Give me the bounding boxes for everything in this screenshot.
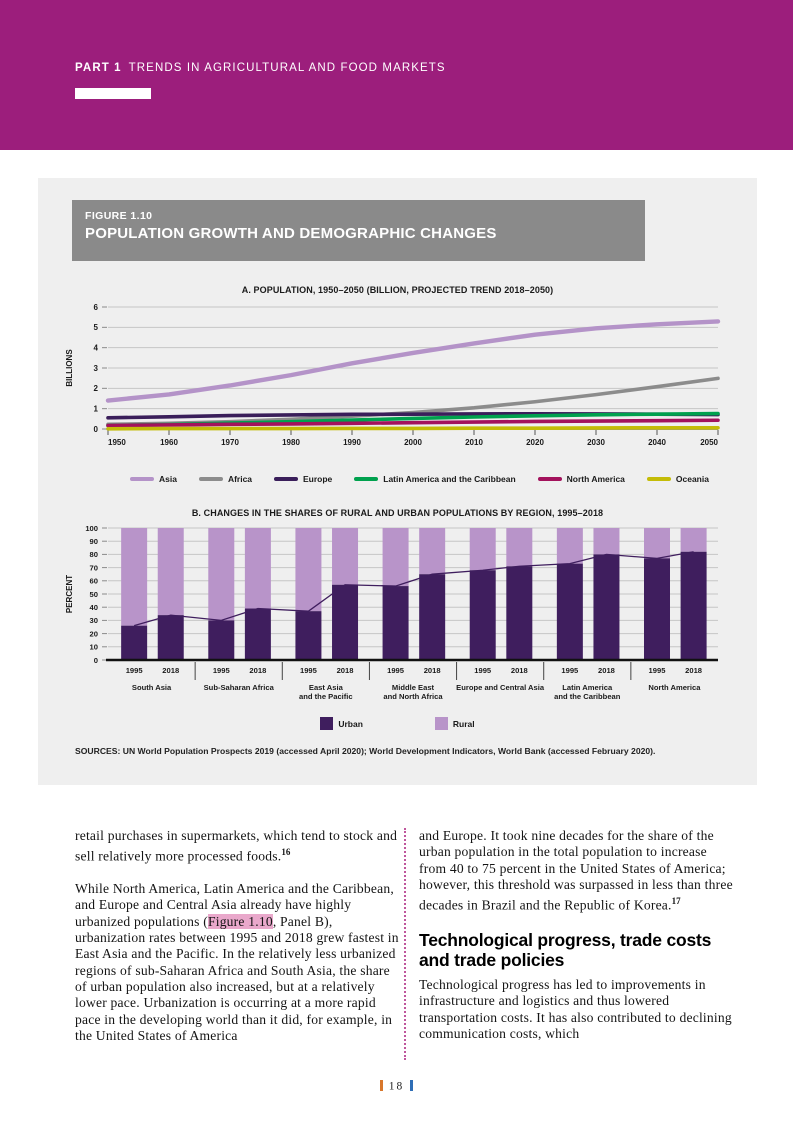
part-label: PART 1 <box>75 62 122 74</box>
svg-text:4: 4 <box>93 343 98 353</box>
svg-text:2030: 2030 <box>586 438 605 447</box>
svg-text:70: 70 <box>89 563 98 573</box>
figure-label: FIGURE 1.10 <box>85 210 153 222</box>
svg-text:2018: 2018 <box>161 666 179 675</box>
urban-bar <box>295 611 321 660</box>
legend-item <box>130 474 177 484</box>
series-oceania <box>108 428 718 429</box>
legend-label: Oceania <box>675 474 709 484</box>
svg-text:30: 30 <box>89 616 98 626</box>
urban-bar <box>382 586 408 660</box>
legend-swatch-line <box>354 477 378 481</box>
rural-bar <box>382 528 408 586</box>
sources-note: SOURCES: UN World Population Prospects 2019 (accessed April 2020); World Development Indicators, World Bank (accessed February 2020). <box>75 746 656 756</box>
rural-bar <box>332 528 358 585</box>
rural-bar <box>644 528 670 558</box>
figure-header-bar <box>72 200 645 261</box>
paragraph <box>419 977 735 1042</box>
svg-text:0: 0 <box>93 424 98 434</box>
page-number: 18 <box>388 1080 405 1093</box>
svg-text:100: 100 <box>84 523 98 533</box>
svg-text:1995: 1995 <box>386 666 404 675</box>
svg-text:10: 10 <box>89 642 98 652</box>
svg-text:2018: 2018 <box>248 666 266 675</box>
urban-bar <box>157 615 183 660</box>
svg-text:PERCENT: PERCENT <box>64 574 74 614</box>
section-heading: Technological progress, trade costs and trade policies <box>419 930 712 971</box>
urban-bar <box>644 558 670 660</box>
population-line-chart <box>62 295 734 470</box>
svg-text:80: 80 <box>89 550 98 560</box>
svg-text:5: 5 <box>93 323 98 333</box>
svg-text:2018: 2018 <box>510 666 528 675</box>
legend-swatch-square <box>320 717 333 730</box>
svg-text:2020: 2020 <box>525 438 544 447</box>
svg-text:BILLIONS: BILLIONS <box>64 349 74 387</box>
top-banner <box>0 0 793 150</box>
rural-bar <box>593 528 619 554</box>
chart-b-title: B. CHANGES IN THE SHARES OF RURAL AND URBAN POPULATIONS BY REGION, 1995–2018 <box>191 508 604 518</box>
chart-b-legend <box>38 717 757 730</box>
svg-text:1950: 1950 <box>107 438 126 447</box>
rural-bar <box>469 528 495 570</box>
svg-text:2018: 2018 <box>684 666 702 675</box>
svg-text:20: 20 <box>89 629 98 639</box>
svg-text:North America: North America <box>647 683 700 692</box>
legend-label: Asia <box>159 474 177 484</box>
svg-text:0: 0 <box>93 655 98 665</box>
legend-swatch-square <box>435 717 448 730</box>
legend-swatch-line <box>538 477 562 481</box>
legend-label: North America <box>566 474 625 484</box>
svg-text:1995: 1995 <box>473 666 491 675</box>
svg-text:2018: 2018 <box>423 666 441 675</box>
legend-item <box>199 474 252 484</box>
svg-text:2000: 2000 <box>403 438 422 447</box>
svg-text:1970: 1970 <box>220 438 239 447</box>
legend-item <box>435 717 475 730</box>
legend-label: Africa <box>227 474 253 484</box>
legend-item <box>320 717 363 730</box>
rural-bar <box>295 528 321 611</box>
urban-bar <box>244 609 270 660</box>
svg-text:1995: 1995 <box>560 666 578 675</box>
line-chart-svg <box>62 295 734 465</box>
column-divider <box>404 828 406 1060</box>
urban-bar <box>680 552 706 660</box>
svg-text:90: 90 <box>89 537 98 546</box>
figure-panel <box>38 178 757 785</box>
svg-text:1: 1 <box>93 404 98 414</box>
paragraph-text: and Europe. It took nine decades for the share of the urban population in the total population to increase from 40 to 75 percent in the United States of America; however, this threshold was surpassed in less than three decades in Brazil and the Republic of Korea. <box>419 828 733 913</box>
legend-item <box>538 474 625 484</box>
rural-bar <box>208 528 234 620</box>
rural-bar <box>506 528 532 566</box>
svg-text:1980: 1980 <box>281 438 300 447</box>
figure-reference-link[interactable]: Figure 1.10 <box>207 913 273 929</box>
rural-bar <box>157 528 183 615</box>
svg-text:Europe and Central Asia: Europe and Central Asia <box>455 683 544 692</box>
legend-swatch-line <box>130 477 154 481</box>
footnote-ref-16[interactable]: 16 <box>281 847 291 858</box>
svg-text:South Asia: South Asia <box>131 683 171 692</box>
svg-text:2040: 2040 <box>647 438 666 447</box>
urban-bar <box>332 585 358 660</box>
svg-text:2010: 2010 <box>464 438 483 447</box>
page-number-bar-left <box>380 1080 383 1091</box>
rural-bar <box>121 528 147 626</box>
svg-text:50: 50 <box>89 589 98 599</box>
svg-text:1995: 1995 <box>212 666 230 675</box>
legend-swatch-line <box>199 477 223 481</box>
svg-text:2018: 2018 <box>336 666 353 675</box>
urban-rural-bar-chart <box>62 518 734 715</box>
paragraph-text: retail purchases in supermarkets, which tend to stock and sell relatively more processed foods. <box>75 828 398 864</box>
urban-bar <box>419 574 445 660</box>
svg-text:1995: 1995 <box>125 666 143 675</box>
right-column <box>419 828 735 1060</box>
page-footer <box>0 1080 793 1093</box>
urban-bar <box>556 564 582 660</box>
svg-text:3: 3 <box>93 363 98 373</box>
rural-bar <box>419 528 445 574</box>
legend-label: Rural <box>452 718 475 729</box>
body-text <box>75 828 735 1060</box>
legend-label: Europe <box>303 474 333 484</box>
svg-text:1990: 1990 <box>342 438 361 447</box>
banner-white-box <box>75 88 151 99</box>
legend-item <box>647 474 709 484</box>
svg-text:East Asia: East Asia <box>308 683 343 692</box>
legend-swatch-line <box>647 477 671 481</box>
legend-label: Latin America and the Caribbean <box>383 474 516 484</box>
svg-text:and the Caribbean: and the Caribbean <box>553 692 620 701</box>
svg-text:1995: 1995 <box>648 666 665 675</box>
svg-text:2: 2 <box>93 384 98 394</box>
svg-text:60: 60 <box>89 576 98 586</box>
urban-bar <box>208 620 234 660</box>
footnote-ref-17[interactable]: 17 <box>671 896 681 907</box>
svg-text:1960: 1960 <box>159 438 178 447</box>
paragraph-text: While North America, Latin America and the Caribbean, and Europe and Central Asia already have highly urbanized populations ( <box>75 881 394 929</box>
svg-text:40: 40 <box>89 603 98 612</box>
legend-item <box>354 474 515 484</box>
urban-bar <box>506 566 532 660</box>
paragraph-text: , Panel B), urbanization rates between 1995 and 2018 grew fastest in East Asia and the Pacific. In the relatively less urbanized regions of sub-Saharan Africa and South Asia, the share of urban population also increased, but at a relatively lower pace. Urbanization is occurring at a more rapid pace in the developing world than it did, for example, in the United States of America <box>75 913 399 1043</box>
chart-a-legend <box>130 474 709 484</box>
paragraph <box>75 881 400 1044</box>
urban-bar <box>121 626 147 660</box>
svg-text:6: 6 <box>93 302 98 312</box>
svg-text:2050: 2050 <box>699 438 718 447</box>
svg-text:Latin America: Latin America <box>561 683 612 692</box>
chart-a-title: A. POPULATION, 1950–2050 (BILLION, PROJECTED TREND 2018–2050) <box>241 285 554 295</box>
paragraph <box>419 828 735 914</box>
svg-text:and the Pacific: and the Pacific <box>298 692 353 701</box>
legend-item <box>274 474 332 484</box>
legend-label: Urban <box>338 718 363 729</box>
svg-text:and North Africa: and North Africa <box>382 692 443 701</box>
rural-bar <box>244 528 270 609</box>
svg-text:2018: 2018 <box>597 666 615 675</box>
legend-swatch-line <box>274 477 298 481</box>
paragraph-text: Technological progress has led to improvements in infrastructure and logistics and thus lowered transportation costs. It has also contributed to declining communication costs, which <box>419 977 732 1041</box>
urban-bar <box>469 570 495 660</box>
svg-text:Sub-Saharan Africa: Sub-Saharan Africa <box>203 683 274 692</box>
urban-bar <box>593 554 619 660</box>
left-column <box>75 828 400 1060</box>
bar-chart-svg <box>62 518 734 710</box>
rural-bar <box>680 528 706 552</box>
part-heading <box>75 62 446 74</box>
svg-text:1995: 1995 <box>299 666 317 675</box>
paragraph <box>75 828 400 865</box>
rural-bar <box>556 528 582 564</box>
page-number-bar-right <box>410 1080 413 1091</box>
part-title: TRENDS IN AGRICULTURAL AND FOOD MARKETS <box>128 62 446 74</box>
figure-title: POPULATION GROWTH AND DEMOGRAPHIC CHANGES <box>85 225 497 242</box>
svg-text:Middle East: Middle East <box>391 683 434 692</box>
